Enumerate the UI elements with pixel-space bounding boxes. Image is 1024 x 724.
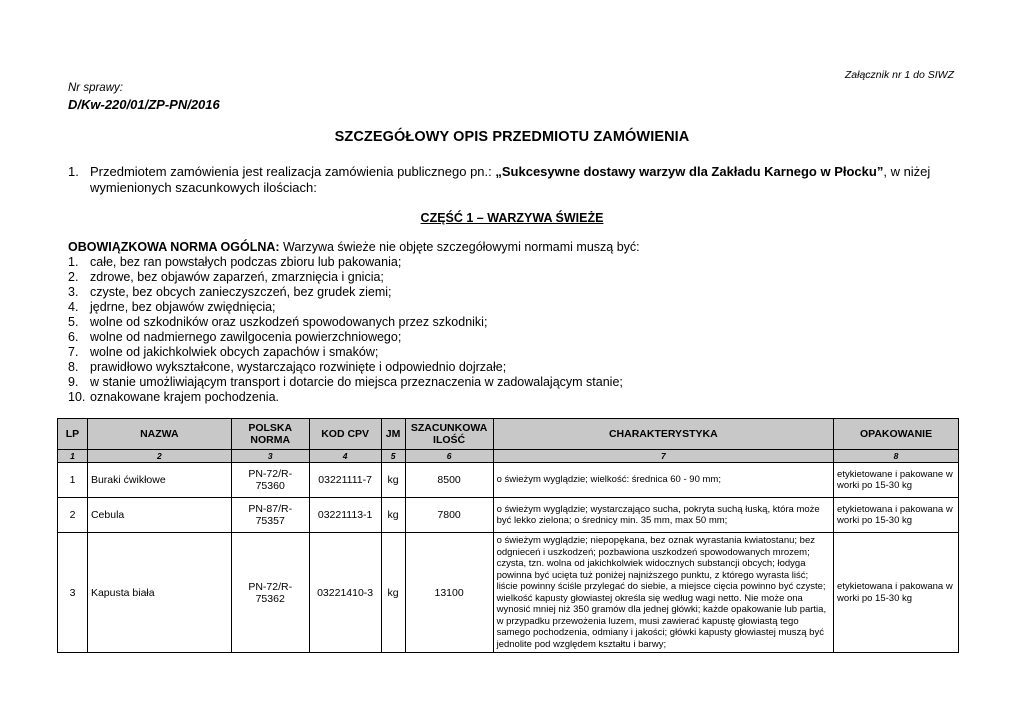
part-title: CZĘŚĆ 1 – WARZYWA ŚWIEŻE — [420, 211, 604, 225]
col-header-name: NAZWA — [87, 419, 231, 450]
attachment-note: Załącznik nr 1 do SIWZ — [844, 69, 954, 81]
col-index: 3 — [231, 450, 309, 463]
intro-text-after: , w niżej wymienionych szacunkowych ilościach: — [90, 164, 931, 195]
col-header-characteristics: CHARAKTERYSTYKA — [493, 419, 833, 450]
norm-list-item — [68, 330, 958, 345]
cell-norm: PN-87/R-75357 — [231, 498, 309, 533]
intro-text-before: Przedmiotem zamówienia jest realizacja zamówienia publicznego pn.: — [90, 164, 496, 179]
cell-unit: kg — [381, 498, 405, 533]
cell-norm: PN-72/R-75360 — [231, 463, 309, 498]
norm-item-text: zdrowe, bez objawów zaparzeń, zmarznięcia i gnicia; — [90, 270, 384, 284]
norm-item-text: jędrne, bez objawów zwiędnięcia; — [90, 300, 276, 314]
norm-item-text: czyste, bez obcych zanieczyszczeń, bez grudek ziemi; — [90, 285, 392, 299]
cell-name: Cebula — [87, 498, 231, 533]
norm-list-item — [68, 315, 958, 330]
norm-list-item — [68, 255, 958, 270]
norm-item-number: 10. — [68, 390, 86, 404]
cell-packaging: etykietowana i pakowana w worki po 15-30 kg — [834, 533, 959, 653]
norm-list-item — [68, 390, 958, 405]
general-norm-text: Warzywa świeże nie objęte szczegółowymi normami muszą być: — [279, 240, 640, 254]
cell-quantity: 13100 — [405, 533, 493, 653]
table-row — [58, 498, 959, 533]
cell-packaging: etykietowana i pakowana w worki po 15-30 kg — [834, 498, 959, 533]
norm-list-item — [68, 375, 958, 390]
cell-cpv: 03221410-3 — [309, 533, 381, 653]
contract-name: „Sukcesywne dostawy warzyw dla Zakładu Karnego w Płocku” — [495, 164, 884, 179]
col-index: 5 — [381, 450, 405, 463]
cell-norm: PN-72/R-75362 — [231, 533, 309, 653]
case-number: D/Kw-220/01/ZP-PN/2016 — [68, 97, 220, 112]
col-index: 6 — [405, 450, 493, 463]
norm-item-number: 4. — [68, 300, 79, 314]
norm-item-number: 2. — [68, 270, 79, 284]
col-index: 2 — [87, 450, 231, 463]
col-index: 8 — [834, 450, 959, 463]
cell-characteristics: o świeżym wyglądzie; niepopękana, bez oznak wyrastania kwiatostanu; bez odgnieceń i uszkodzeń; pozbawiona uszkodzeń spowodowanych mrozem; czysta, tzn. wolna od jakichkolwiek widocznych substancji obcych; łodyga powinna być ucięta tuż poniżej najniższego punktu, z którego wyrasta liść; liście powinny ściśle przylegać do siebie, a miejsce cięcia powinno być czyste; wielkość kapusty głowiastej określa się według wagi netto. Nie może ona wynosić mniej niż 350 gramów dla jednej główki; każde opakowanie lub partia, w przypadku przewożenia luzem, musi zawierać kapustę głowiastą tego samego pochodzenia, odmiany i jakości; główki kapusty głowiastej muszą być jednolite pod względem kształtu i barwy; — [493, 533, 833, 653]
cell-quantity: 7800 — [405, 498, 493, 533]
cell-lp: 1 — [58, 463, 88, 498]
cell-unit: kg — [381, 533, 405, 653]
table-header-row — [58, 419, 959, 450]
norm-list-item — [68, 360, 958, 375]
intro-text — [90, 164, 958, 196]
cell-packaging: etykietowane i pakowane w worki po 15-30 kg — [834, 463, 959, 498]
general-norm-lead — [68, 240, 958, 255]
norm-item-number: 9. — [68, 375, 79, 389]
cell-characteristics: o świeżym wyglądzie; wystarczająco sucha, pokryta suchą łuską, która może być lekko zielona; o średnicy min. 35 mm, max 50 mm; — [493, 498, 833, 533]
norm-item-number: 5. — [68, 315, 79, 329]
general-norm — [68, 240, 958, 405]
norm-list-item — [68, 345, 958, 360]
table-index-row — [58, 450, 959, 463]
table-row — [58, 463, 959, 498]
norm-list-item — [68, 270, 958, 285]
intro-number: 1. — [68, 164, 79, 179]
cell-cpv: 03221111-7 — [309, 463, 381, 498]
norm-item-number: 1. — [68, 255, 79, 269]
vegetables-table — [57, 418, 959, 653]
col-header-quantity: SZACUNKOWA ILOŚĆ — [405, 419, 493, 450]
col-index: 1 — [58, 450, 88, 463]
norm-item-text: wolne od szkodników oraz uszkodzeń spowodowanych przez szkodniki; — [90, 315, 488, 329]
cell-lp: 2 — [58, 498, 88, 533]
norm-item-number: 7. — [68, 345, 79, 359]
document-title: SZCZEGÓŁOWY OPIS PRZEDMIOTU ZAMÓWIENIA — [334, 129, 690, 145]
norm-item-text: prawidłowo wykształcone, wystarczająco rozwinięte i odpowiednio dojrzałe; — [90, 360, 507, 374]
norm-item-text: w stanie umożliwiającym transport i dotarcie do miejsca przeznaczenia w zadowalającym stanie; — [90, 375, 623, 389]
case-number-label: Nr sprawy: — [68, 82, 123, 94]
norm-item-text: wolne od jakichkolwiek obcych zapachów i smaków; — [90, 345, 379, 359]
norm-list — [68, 255, 958, 405]
cell-characteristics: o świeżym wyglądzie; wielkość: średnica 60 - 90 mm; — [493, 463, 833, 498]
norm-item-text: całe, bez ran powstałych podczas zbioru lub pakowania; — [90, 255, 402, 269]
col-header-norm: POLSKA NORMA — [231, 419, 309, 450]
table-row — [58, 533, 959, 653]
norm-item-text: oznakowane krajem pochodzenia. — [90, 390, 280, 404]
norm-list-item — [68, 300, 958, 315]
norm-item-number: 6. — [68, 330, 79, 344]
intro-paragraph — [68, 164, 958, 196]
col-header-cpv: KOD CPV — [309, 419, 381, 450]
col-header-packaging: OPAKOWANIE — [834, 419, 959, 450]
norm-item-number: 3. — [68, 285, 79, 299]
col-index: 4 — [309, 450, 381, 463]
col-header-lp: LP — [58, 419, 88, 450]
cell-unit: kg — [381, 463, 405, 498]
cell-lp: 3 — [58, 533, 88, 653]
cell-name: Buraki ćwikłowe — [87, 463, 231, 498]
norm-list-item — [68, 285, 958, 300]
cell-name: Kapusta biała — [87, 533, 231, 653]
cell-cpv: 03221113-1 — [309, 498, 381, 533]
general-norm-label: OBOWIĄZKOWA NORMA OGÓLNA: — [68, 240, 280, 254]
cell-quantity: 8500 — [405, 463, 493, 498]
norm-item-text: wolne od nadmiernego zawilgocenia powierzchniowego; — [90, 330, 402, 344]
col-index: 7 — [493, 450, 833, 463]
norm-item-number: 8. — [68, 360, 79, 374]
col-header-unit: JM — [381, 419, 405, 450]
